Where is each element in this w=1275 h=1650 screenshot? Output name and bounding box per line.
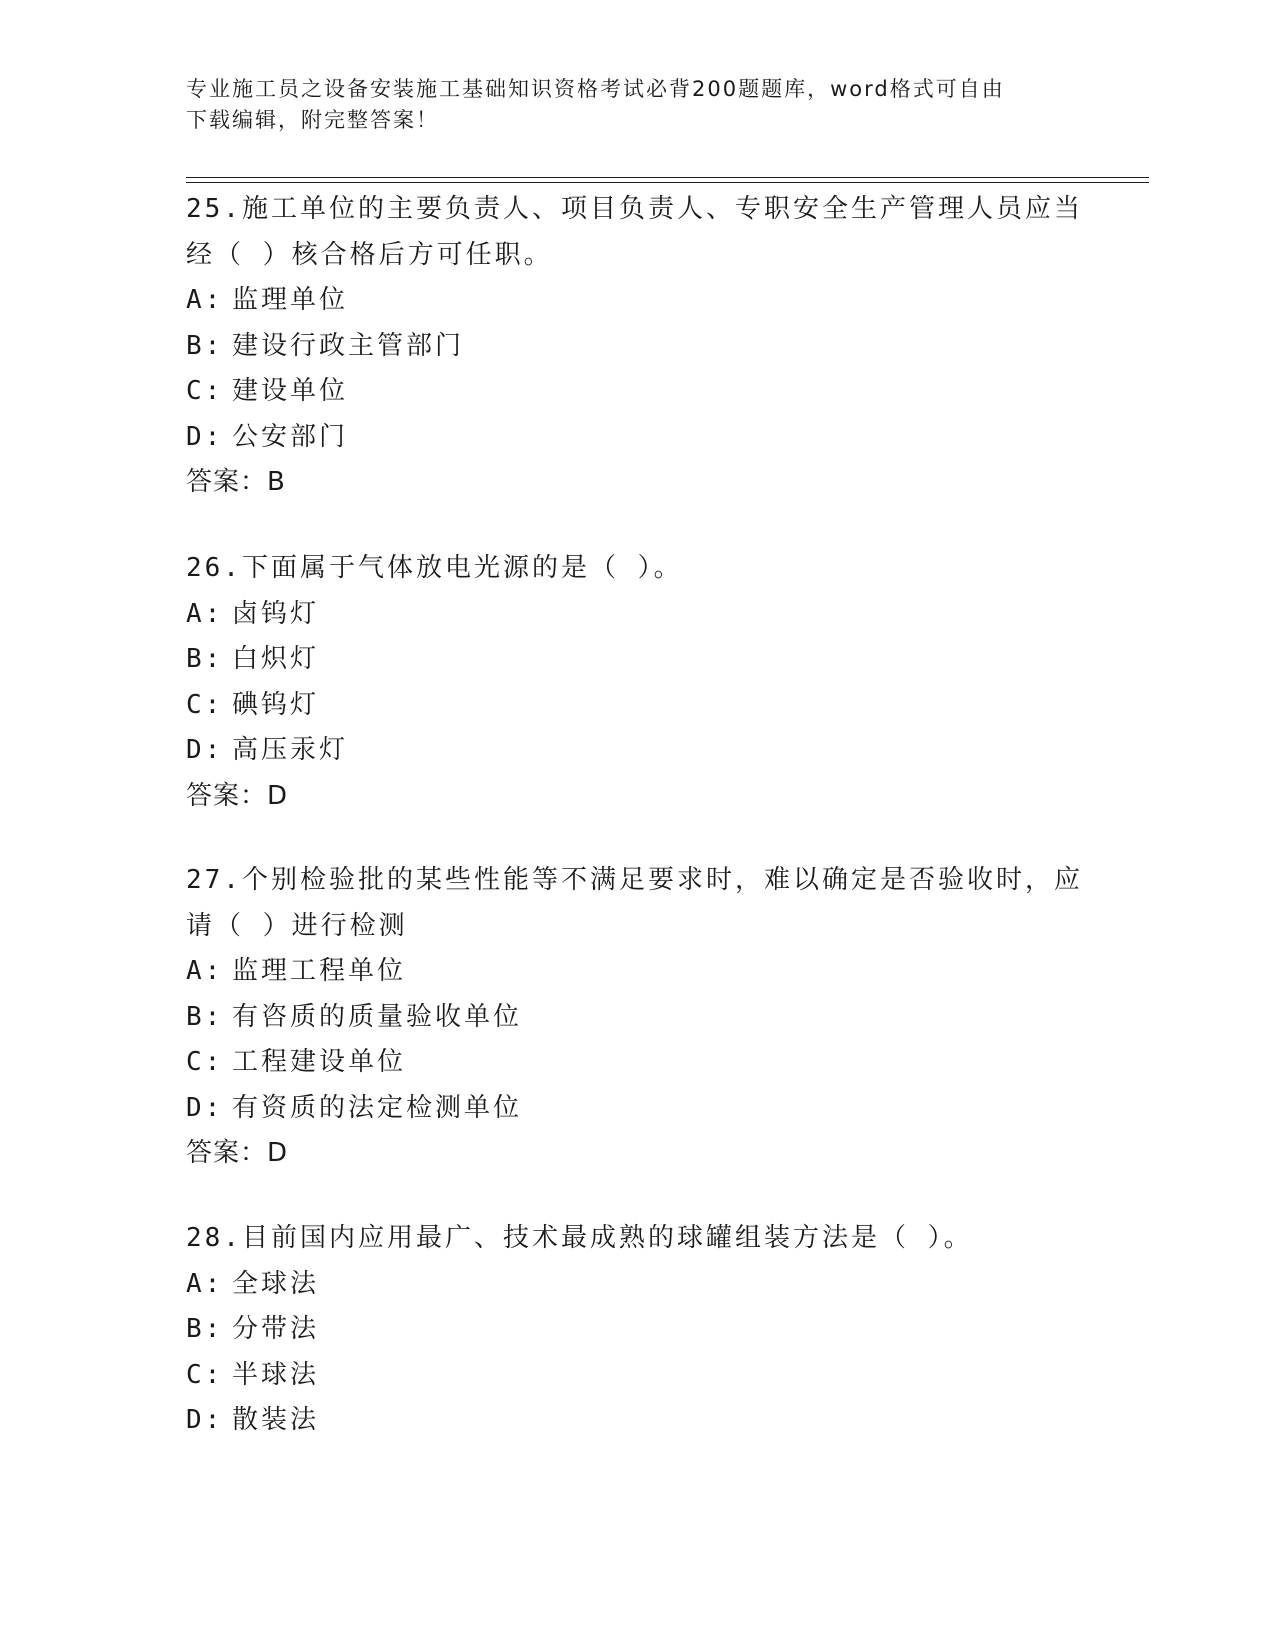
option-b <box>186 995 1086 1041</box>
option-text: 高压汞灯 <box>232 735 349 765</box>
option-text: 碘钨灯 <box>232 689 320 720</box>
question-stem-line-1: 27.个别检验批的某些性能等不满足要求时，难以确定是否验收时，应 <box>186 865 1083 895</box>
option-letter: B: <box>186 330 224 361</box>
option-text: 监理单位 <box>232 285 349 315</box>
option-text: 监理工程单位 <box>232 956 407 986</box>
question-stem-line-1: 25.施工单位的主要负责人、项目负责人、专职安全生产管理人员应当 <box>186 194 1083 224</box>
option-letter: B: <box>186 644 224 674</box>
option-letter: A: <box>186 1268 224 1299</box>
header-line-1: 专业施工员之设备安装施工基础知识资格考试必背200题题库，word格式可自由 <box>186 77 1005 101</box>
question-stem-line-2: 经（ ）核合格后方可任职。 <box>186 239 553 270</box>
option-a <box>186 592 1086 638</box>
answer-line: 答案：D <box>186 780 289 811</box>
question-28 <box>186 1216 1086 1444</box>
option-text: 建设行政主管部门 <box>232 330 465 361</box>
option-letter: B: <box>186 1314 224 1344</box>
answer-line: 答案：B <box>186 467 286 497</box>
option-a <box>186 949 1086 995</box>
option-letter: A: <box>186 598 224 629</box>
option-letter: D: <box>186 1092 224 1123</box>
option-c <box>186 683 1086 729</box>
option-text: 散装法 <box>232 1405 320 1435</box>
question-stem-line-1: 26.下面属于气体放电光源的是（ ）。 <box>186 553 683 583</box>
answer-line: 答案：D <box>186 1138 289 1168</box>
option-d <box>186 415 1086 461</box>
option-letter: B: <box>186 1001 224 1032</box>
option-b <box>186 637 1086 683</box>
option-a <box>186 278 1086 324</box>
option-letter: C: <box>186 1047 224 1077</box>
option-letter: A: <box>186 956 224 986</box>
option-a <box>186 1262 1086 1308</box>
header-line-2: 下载编辑，附完整答案！ <box>186 108 439 132</box>
question-stem-line-1: 28.目前国内应用最广、技术最成熟的球罐组装方法是（ ）。 <box>186 1223 973 1253</box>
option-letter: D: <box>186 421 224 452</box>
option-letter: A: <box>186 285 224 315</box>
option-c <box>186 1353 1086 1399</box>
option-letter: C: <box>186 689 224 720</box>
header-rule-bottom <box>186 182 1149 183</box>
option-c <box>186 369 1086 415</box>
option-d <box>186 728 1086 774</box>
option-text: 公安部门 <box>232 421 349 452</box>
option-text: 有资质的法定检测单位 <box>232 1092 523 1123</box>
header-rule-top <box>186 177 1149 178</box>
option-letter: D: <box>186 735 224 765</box>
option-letter: C: <box>186 376 224 406</box>
option-text: 白炽灯 <box>232 644 320 674</box>
option-text: 卤钨灯 <box>232 598 320 629</box>
option-text: 工程建设单位 <box>232 1047 407 1077</box>
option-text: 全球法 <box>232 1268 320 1299</box>
question-stem-line-2: 请（ ）进行检测 <box>186 910 408 941</box>
option-d <box>186 1398 1086 1444</box>
option-letter: C: <box>186 1359 224 1390</box>
option-text: 半球法 <box>232 1359 320 1390</box>
option-text: 分带法 <box>232 1314 320 1344</box>
option-text: 建设单位 <box>232 376 349 406</box>
question-26 <box>186 546 1086 819</box>
option-c <box>186 1040 1086 1086</box>
question-27 <box>186 858 1086 1177</box>
option-letter: D: <box>186 1405 224 1435</box>
option-d <box>186 1086 1086 1132</box>
option-b <box>186 324 1086 370</box>
question-25 <box>186 187 1086 506</box>
option-text: 有咨质的质量验收单位 <box>232 1001 523 1032</box>
document-header <box>186 74 1066 136</box>
option-b <box>186 1307 1086 1353</box>
